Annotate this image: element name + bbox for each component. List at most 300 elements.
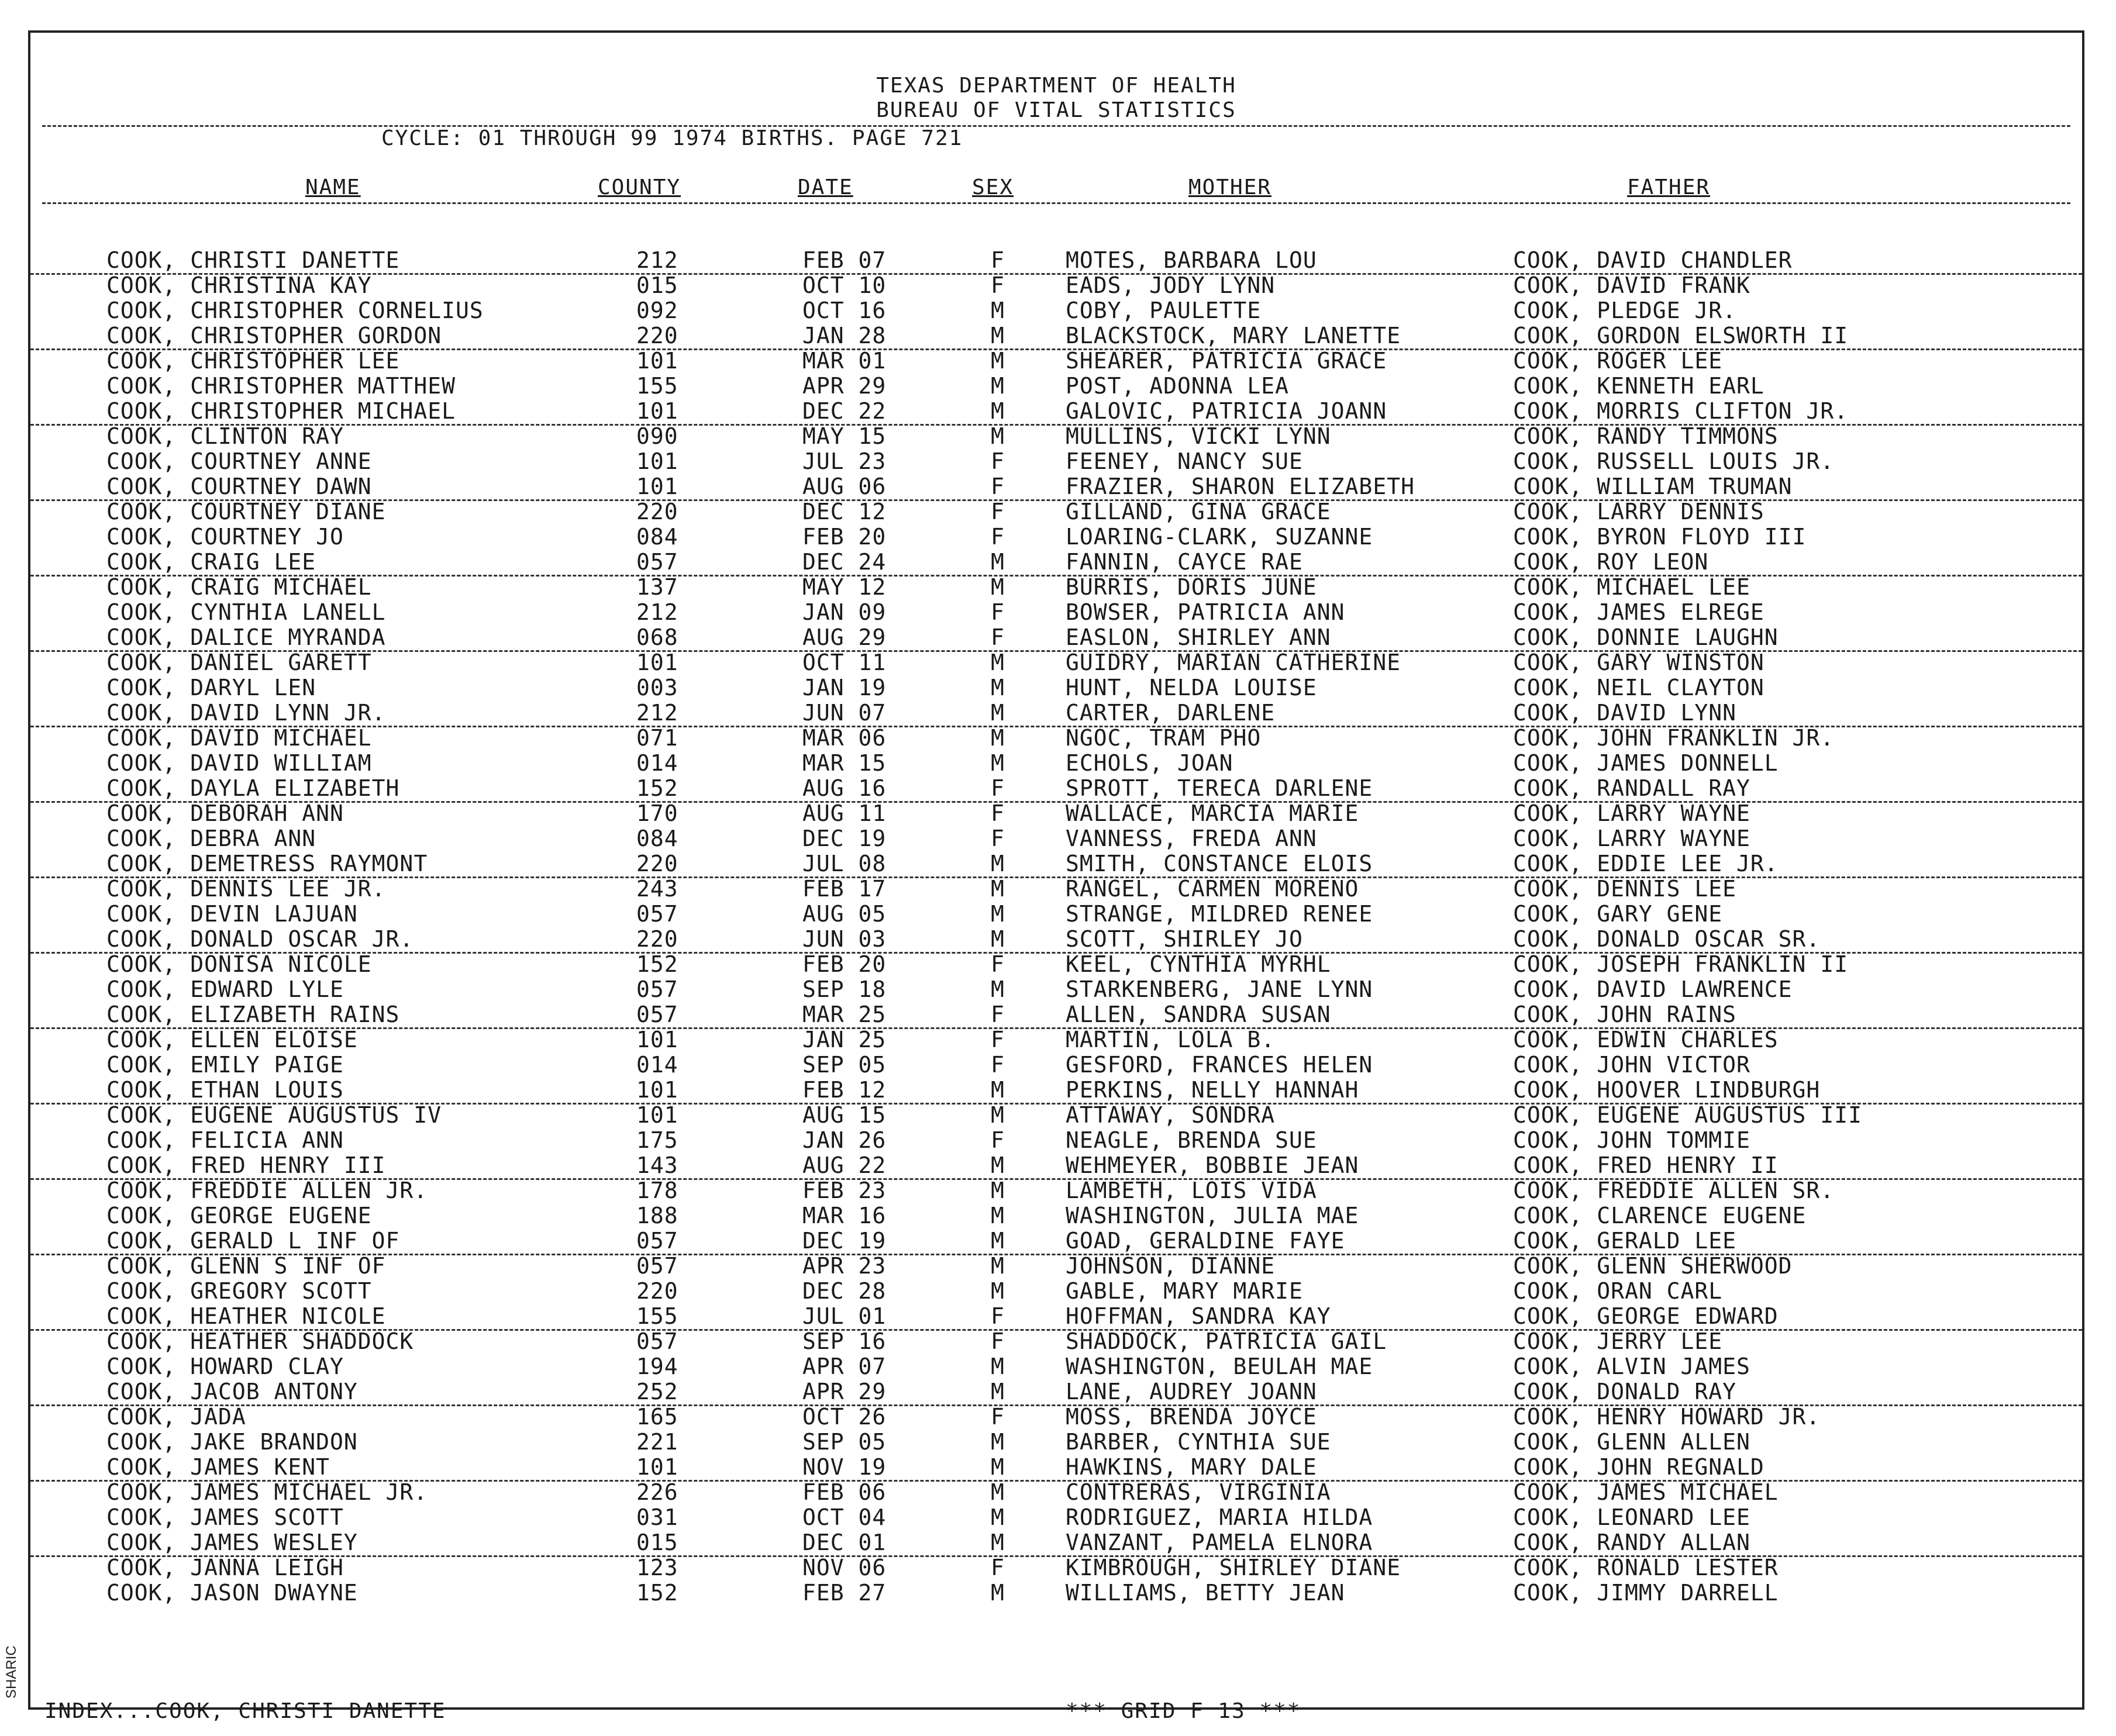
cell-sex: M bbox=[991, 1580, 1005, 1606]
cell-county: 057 bbox=[636, 901, 678, 927]
cell-date: MAY 15 bbox=[802, 423, 887, 449]
table-row bbox=[30, 801, 2082, 826]
cell-mother: SCOTT, SHIRLEY JO bbox=[1066, 926, 1303, 952]
cell-sex: M bbox=[991, 750, 1005, 776]
cell-sex: M bbox=[991, 423, 1005, 449]
table-row bbox=[30, 550, 2082, 577]
cell-date: AUG 11 bbox=[802, 800, 887, 826]
cell-father: COOK, JOHN FRANKLIN JR. bbox=[1513, 725, 1835, 751]
cell-sex: F bbox=[991, 247, 1005, 273]
cell-sex: F bbox=[991, 1052, 1005, 1078]
cell-mother: BLACKSTOCK, MARY LANETTE bbox=[1066, 323, 1401, 348]
table-row bbox=[30, 575, 2082, 600]
cell-mother: COBY, PAULETTE bbox=[1066, 298, 1262, 323]
cell-name: COOK, COURTNEY DAWN bbox=[106, 474, 372, 499]
table-row bbox=[30, 1128, 2082, 1153]
cell-father: COOK, RANDY ALLAN bbox=[1513, 1530, 1750, 1555]
table-row bbox=[30, 1480, 2082, 1505]
cell-mother: SHEARER, PATRICIA GRACE bbox=[1066, 348, 1387, 374]
table-row bbox=[30, 499, 2082, 524]
cell-date: DEC 24 bbox=[802, 549, 887, 575]
table-row bbox=[30, 1279, 2082, 1304]
cell-county: 220 bbox=[636, 323, 678, 348]
cell-sex: F bbox=[991, 1027, 1005, 1052]
col-date-header: DATE bbox=[798, 175, 853, 199]
cell-name: COOK, JACOB ANTONY bbox=[106, 1379, 358, 1404]
cell-date: DEC 01 bbox=[802, 1530, 887, 1555]
cell-mother: KEEL, CYNTHIA MYRHL bbox=[1066, 951, 1331, 977]
table-row bbox=[30, 927, 2082, 954]
cell-mother: SPROTT, TERECA DARLENE bbox=[1066, 775, 1373, 801]
cell-county: 015 bbox=[636, 272, 678, 298]
table-row bbox=[30, 1052, 2082, 1078]
cell-father: COOK, DONALD OSCAR SR. bbox=[1513, 926, 1821, 952]
cell-sex: M bbox=[991, 1454, 1005, 1480]
cell-sex: F bbox=[991, 1404, 1005, 1430]
table-row bbox=[30, 675, 2082, 700]
cell-date: FEB 07 bbox=[802, 247, 887, 273]
cell-date: SEP 18 bbox=[802, 976, 887, 1002]
cell-county: 220 bbox=[636, 1278, 678, 1304]
cell-date: MAR 16 bbox=[802, 1203, 887, 1228]
cell-county: 068 bbox=[636, 624, 678, 650]
cell-mother: WASHINGTON, JULIA MAE bbox=[1066, 1203, 1359, 1228]
cell-father: COOK, ROGER LEE bbox=[1513, 348, 1723, 374]
cell-father: COOK, LARRY WAYNE bbox=[1513, 800, 1750, 826]
cell-mother: HOFFMAN, SANDRA KAY bbox=[1066, 1303, 1331, 1329]
cell-mother: FRAZIER, SHARON ELIZABETH bbox=[1066, 474, 1415, 499]
table-row bbox=[30, 1505, 2082, 1530]
cell-county: 175 bbox=[636, 1127, 678, 1153]
cell-father: COOK, DENNIS LEE bbox=[1513, 876, 1737, 902]
cell-mother: HUNT, NELDA LOUISE bbox=[1066, 675, 1317, 700]
cell-name: COOK, CHRISTINA KAY bbox=[106, 272, 372, 298]
cell-county: 003 bbox=[636, 675, 678, 700]
cell-county: 101 bbox=[636, 448, 678, 474]
cell-county: 057 bbox=[636, 549, 678, 575]
cell-mother: CARTER, DARLENE bbox=[1066, 700, 1276, 726]
cell-county: 101 bbox=[636, 474, 678, 499]
cell-county: 155 bbox=[636, 373, 678, 399]
cell-name: COOK, JAKE BRANDON bbox=[106, 1429, 358, 1455]
cell-mother: GUIDRY, MARIAN CATHERINE bbox=[1066, 650, 1401, 675]
cell-sex: M bbox=[991, 1228, 1005, 1254]
cell-sex: F bbox=[991, 524, 1005, 550]
cell-name: COOK, COURTNEY DIANE bbox=[106, 499, 386, 524]
cell-name: COOK, ELIZABETH RAINS bbox=[106, 1002, 400, 1027]
cell-father: COOK, HENRY HOWARD JR. bbox=[1513, 1404, 1821, 1430]
table-row bbox=[30, 1530, 2082, 1557]
cell-date: OCT 04 bbox=[802, 1504, 887, 1530]
cell-name: COOK, CLINTON RAY bbox=[106, 423, 344, 449]
cell-sex: F bbox=[991, 474, 1005, 499]
cell-name: COOK, GEORGE EUGENE bbox=[106, 1203, 372, 1228]
cell-father: COOK, DONALD RAY bbox=[1513, 1379, 1737, 1404]
cell-name: COOK, EDWARD LYLE bbox=[106, 976, 344, 1002]
cell-mother: CONTRERAS, VIRGINIA bbox=[1066, 1479, 1331, 1505]
cell-name: COOK, DARYL LEN bbox=[106, 675, 316, 700]
cell-date: FEB 17 bbox=[802, 876, 887, 902]
cell-father: COOK, LEONARD LEE bbox=[1513, 1504, 1750, 1530]
cell-sex: M bbox=[991, 700, 1005, 726]
cell-sex: F bbox=[991, 599, 1005, 625]
col-father-header: FATHER bbox=[1627, 175, 1711, 199]
cell-father: COOK, JIMMY DARRELL bbox=[1513, 1580, 1779, 1606]
cell-date: MAR 01 bbox=[802, 348, 887, 374]
cell-sex: F bbox=[991, 272, 1005, 298]
table-row bbox=[30, 826, 2082, 851]
cell-sex: M bbox=[991, 976, 1005, 1002]
cell-date: JAN 19 bbox=[802, 675, 887, 700]
table-row bbox=[30, 1078, 2082, 1105]
cell-father: COOK, JOHN RAINS bbox=[1513, 1002, 1737, 1027]
cell-father: COOK, LARRY WAYNE bbox=[1513, 826, 1750, 851]
header-divider bbox=[42, 125, 2070, 127]
cell-father: COOK, GEORGE EDWARD bbox=[1513, 1303, 1779, 1329]
cell-father: COOK, DAVID FRANK bbox=[1513, 272, 1750, 298]
cell-name: COOK, CYNTHIA LANELL bbox=[106, 599, 386, 625]
cell-name: COOK, DAVID LYNN JR. bbox=[106, 700, 386, 726]
cell-mother: POST, ADONNA LEA bbox=[1066, 373, 1290, 399]
cell-date: SEP 05 bbox=[802, 1429, 887, 1455]
cell-mother: NGOC, TRAM PHO bbox=[1066, 725, 1262, 751]
cell-mother: GILLAND, GINA GRACE bbox=[1066, 499, 1331, 524]
cell-mother: FEENEY, NANCY SUE bbox=[1066, 448, 1303, 474]
cell-county: 123 bbox=[636, 1555, 678, 1580]
cell-name: COOK, JADA bbox=[106, 1404, 246, 1430]
cell-date: MAR 25 bbox=[802, 1002, 887, 1027]
cell-name: COOK, DEVIN LAJUAN bbox=[106, 901, 358, 927]
table-row bbox=[30, 851, 2082, 878]
cell-date: FEB 12 bbox=[802, 1077, 887, 1103]
side-label: SHARIC bbox=[4, 1645, 19, 1699]
cell-sex: M bbox=[991, 876, 1005, 902]
cell-name: COOK, DANIEL GARETT bbox=[106, 650, 372, 675]
cell-mother: BOWSER, PATRICIA ANN bbox=[1066, 599, 1345, 625]
table-row bbox=[30, 952, 2082, 977]
cell-mother: ALLEN, SANDRA SUSAN bbox=[1066, 1002, 1331, 1027]
cell-county: 101 bbox=[636, 348, 678, 374]
cell-date: JAN 25 bbox=[802, 1027, 887, 1052]
cell-county: 057 bbox=[636, 1253, 678, 1279]
cell-sex: M bbox=[991, 1102, 1005, 1128]
cell-mother: EASLON, SHIRLEY ANN bbox=[1066, 624, 1331, 650]
cell-date: FEB 23 bbox=[802, 1178, 887, 1203]
cell-date: JUN 07 bbox=[802, 700, 887, 726]
cell-sex: M bbox=[991, 1379, 1005, 1404]
cell-father: COOK, RANDY TIMMONS bbox=[1513, 423, 1779, 449]
cell-name: COOK, HOWARD CLAY bbox=[106, 1354, 344, 1379]
cell-sex: M bbox=[991, 1479, 1005, 1505]
cell-sex: F bbox=[991, 800, 1005, 826]
cell-mother: JOHNSON, DIANNE bbox=[1066, 1253, 1276, 1279]
cell-mother: SMITH, CONSTANCE ELOIS bbox=[1066, 851, 1373, 876]
table-row bbox=[30, 1555, 2082, 1580]
table-row bbox=[30, 1354, 2082, 1379]
cell-county: 031 bbox=[636, 1504, 678, 1530]
header-subtitle: BUREAU OF VITAL STATISTICS bbox=[876, 98, 1236, 122]
cycle-line: CYCLE: 01 THROUGH 99 1974 BIRTHS. PAGE 721 bbox=[381, 126, 963, 150]
cell-sex: M bbox=[991, 1178, 1005, 1203]
cell-name: COOK, JAMES MICHAEL JR. bbox=[106, 1479, 428, 1505]
cell-father: COOK, FRED HENRY II bbox=[1513, 1152, 1779, 1178]
cell-date: JAN 09 bbox=[802, 599, 887, 625]
table-row bbox=[30, 1178, 2082, 1203]
cell-name: COOK, JANNA LEIGH bbox=[106, 1555, 344, 1580]
cell-father: COOK, RANDALL RAY bbox=[1513, 775, 1750, 801]
cell-county: 152 bbox=[636, 951, 678, 977]
cell-county: 084 bbox=[636, 826, 678, 851]
cell-date: FEB 27 bbox=[802, 1580, 887, 1606]
cell-name: COOK, DALICE MYRANDA bbox=[106, 624, 386, 650]
cell-county: 221 bbox=[636, 1429, 678, 1455]
cell-county: 015 bbox=[636, 1530, 678, 1555]
cell-father: COOK, JAMES DONNELL bbox=[1513, 750, 1779, 776]
cell-name: COOK, DAVID WILLIAM bbox=[106, 750, 372, 776]
cell-sex: M bbox=[991, 1077, 1005, 1103]
table-row bbox=[30, 273, 2082, 298]
cell-name: COOK, FREDDIE ALLEN JR. bbox=[106, 1178, 428, 1203]
cell-sex: M bbox=[991, 1253, 1005, 1279]
cell-father: COOK, PLEDGE JR. bbox=[1513, 298, 1737, 323]
cell-county: 220 bbox=[636, 499, 678, 524]
cell-county: 092 bbox=[636, 298, 678, 323]
cell-mother: STRANGE, MILDRED RENEE bbox=[1066, 901, 1373, 927]
cell-sex: M bbox=[991, 298, 1005, 323]
cell-father: COOK, NEIL CLAYTON bbox=[1513, 675, 1765, 700]
cell-father: COOK, JAMES MICHAEL bbox=[1513, 1479, 1779, 1505]
cell-date: FEB 06 bbox=[802, 1479, 887, 1505]
cell-mother: MOTES, BARBARA LOU bbox=[1066, 247, 1317, 273]
table-row bbox=[30, 424, 2082, 449]
cell-county: 220 bbox=[636, 851, 678, 876]
cell-county: 212 bbox=[636, 247, 678, 273]
footer-index: INDEX...COOK, CHRISTI DANETTE bbox=[44, 1699, 446, 1723]
cell-father: COOK, FREDDIE ALLEN SR. bbox=[1513, 1178, 1835, 1203]
cell-sex: F bbox=[991, 1328, 1005, 1354]
cell-county: 057 bbox=[636, 1228, 678, 1254]
cell-date: JUL 23 bbox=[802, 448, 887, 474]
cell-mother: GESFORD, FRANCES HELEN bbox=[1066, 1052, 1373, 1078]
cell-father: COOK, JERRY LEE bbox=[1513, 1328, 1723, 1354]
cell-county: 101 bbox=[636, 1102, 678, 1128]
table-row bbox=[30, 776, 2082, 803]
cell-sex: M bbox=[991, 851, 1005, 876]
table-row bbox=[30, 399, 2082, 426]
cell-name: COOK, ETHAN LOUIS bbox=[106, 1077, 344, 1103]
cell-father: COOK, JOHN REGNALD bbox=[1513, 1454, 1765, 1480]
cell-name: COOK, CRAIG LEE bbox=[106, 549, 316, 575]
cell-date: JUN 03 bbox=[802, 926, 887, 952]
cell-mother: LOARING-CLARK, SUZANNE bbox=[1066, 524, 1373, 550]
cell-county: 212 bbox=[636, 599, 678, 625]
table-row bbox=[30, 726, 2082, 751]
cell-mother: WALLACE, MARCIA MARIE bbox=[1066, 800, 1359, 826]
cell-date: JAN 28 bbox=[802, 323, 887, 348]
document-frame bbox=[28, 30, 2084, 1723]
cell-date: AUG 29 bbox=[802, 624, 887, 650]
cell-name: COOK, CHRISTOPHER MATTHEW bbox=[106, 373, 456, 399]
cell-sex: M bbox=[991, 1354, 1005, 1379]
cell-date: OCT 16 bbox=[802, 298, 887, 323]
cell-name: COOK, DONISA NICOLE bbox=[106, 951, 372, 977]
cell-name: COOK, EUGENE AUGUSTUS IV bbox=[106, 1102, 442, 1128]
table-row bbox=[30, 1379, 2082, 1406]
table-row bbox=[30, 876, 2082, 902]
table-row bbox=[30, 902, 2082, 927]
cell-sex: F bbox=[991, 775, 1005, 801]
cell-date: JUL 01 bbox=[802, 1303, 887, 1329]
cell-county: 084 bbox=[636, 524, 678, 550]
cell-father: COOK, ALVIN JAMES bbox=[1513, 1354, 1750, 1379]
cell-mother: ATTAWAY, SONDRA bbox=[1066, 1102, 1276, 1128]
cell-name: COOK, JAMES SCOTT bbox=[106, 1504, 344, 1530]
cell-date: OCT 26 bbox=[802, 1404, 887, 1430]
cell-name: COOK, ELLEN ELOISE bbox=[106, 1027, 358, 1052]
cell-county: 212 bbox=[636, 700, 678, 726]
cell-sex: F bbox=[991, 499, 1005, 524]
cell-name: COOK, EMILY PAIGE bbox=[106, 1052, 344, 1078]
cell-name: COOK, JASON DWAYNE bbox=[106, 1580, 358, 1606]
cell-mother: RODRIGUEZ, MARIA HILDA bbox=[1066, 1504, 1373, 1530]
cell-sex: F bbox=[991, 1127, 1005, 1153]
cell-date: MAR 15 bbox=[802, 750, 887, 776]
footer-grid: *** GRID F 13 *** bbox=[1066, 1699, 1301, 1723]
cell-county: 143 bbox=[636, 1152, 678, 1178]
cell-county: 057 bbox=[636, 1002, 678, 1027]
cell-name: COOK, CHRISTOPHER GORDON bbox=[106, 323, 442, 348]
cell-sex: M bbox=[991, 901, 1005, 927]
cell-date: SEP 16 bbox=[802, 1328, 887, 1354]
table-row bbox=[30, 323, 2082, 350]
cell-sex: M bbox=[991, 675, 1005, 700]
cell-date: APR 29 bbox=[802, 373, 887, 399]
cell-mother: LANE, AUDREY JOANN bbox=[1066, 1379, 1317, 1404]
cell-sex: M bbox=[991, 1203, 1005, 1228]
table-row bbox=[30, 1430, 2082, 1455]
cell-county: 057 bbox=[636, 976, 678, 1002]
cell-father: COOK, LARRY DENNIS bbox=[1513, 499, 1765, 524]
cell-name: COOK, GREGORY SCOTT bbox=[106, 1278, 372, 1304]
cell-name: COOK, DEMETRESS RAYMONT bbox=[106, 851, 428, 876]
cell-name: COOK, CHRISTI DANETTE bbox=[106, 247, 400, 273]
cell-name: COOK, DENNIS LEE JR. bbox=[106, 876, 386, 902]
cell-mother: LAMBETH, LOIS VIDA bbox=[1066, 1178, 1317, 1203]
table-row bbox=[30, 1002, 2082, 1029]
table-row bbox=[30, 449, 2082, 474]
cell-mother: SHADDOCK, PATRICIA GAIL bbox=[1066, 1328, 1387, 1354]
table-row bbox=[30, 1580, 2082, 1606]
cell-sex: M bbox=[991, 1278, 1005, 1304]
cell-name: COOK, JAMES KENT bbox=[106, 1454, 330, 1480]
cell-father: COOK, GLENN ALLEN bbox=[1513, 1429, 1750, 1455]
cell-mother: GOAD, GERALDINE FAYE bbox=[1066, 1228, 1345, 1254]
cell-date: NOV 06 bbox=[802, 1555, 887, 1580]
cell-name: COOK, CHRISTOPHER MICHAEL bbox=[106, 398, 456, 424]
col-name-header: NAME bbox=[305, 175, 361, 199]
cell-father: COOK, GERALD LEE bbox=[1513, 1228, 1737, 1254]
cell-sex: M bbox=[991, 650, 1005, 675]
cell-father: COOK, DONNIE LAUGHN bbox=[1513, 624, 1779, 650]
cell-date: DEC 22 bbox=[802, 398, 887, 424]
cell-date: MAY 12 bbox=[802, 574, 887, 600]
cell-date: AUG 16 bbox=[802, 775, 887, 801]
table-row bbox=[30, 1304, 2082, 1331]
cell-county: 101 bbox=[636, 1027, 678, 1052]
table-row bbox=[30, 1153, 2082, 1180]
cell-date: OCT 10 bbox=[802, 272, 887, 298]
header-title: TEXAS DEPARTMENT OF HEALTH bbox=[876, 74, 1236, 98]
cell-mother: PERKINS, NELLY HANNAH bbox=[1066, 1077, 1359, 1103]
cell-sex: M bbox=[991, 1429, 1005, 1455]
cell-sex: F bbox=[991, 951, 1005, 977]
cell-county: 243 bbox=[636, 876, 678, 902]
cell-county: 014 bbox=[636, 1052, 678, 1078]
cell-mother: VANZANT, PAMELA ELNORA bbox=[1066, 1530, 1373, 1555]
table-row bbox=[30, 650, 2082, 675]
cell-date: DEC 12 bbox=[802, 499, 887, 524]
cell-sex: M bbox=[991, 1504, 1005, 1530]
cell-mother: WASHINGTON, BEULAH MAE bbox=[1066, 1354, 1373, 1379]
cell-county: 090 bbox=[636, 423, 678, 449]
cell-county: 165 bbox=[636, 1404, 678, 1430]
cell-county: 220 bbox=[636, 926, 678, 952]
cell-name: COOK, DAVID MICHAEL bbox=[106, 725, 372, 751]
cell-father: COOK, JOHN TOMMIE bbox=[1513, 1127, 1750, 1153]
cell-mother: GALOVIC, PATRICIA JOANN bbox=[1066, 398, 1387, 424]
cell-date: APR 07 bbox=[802, 1354, 887, 1379]
cell-county: 170 bbox=[636, 800, 678, 826]
cell-sex: F bbox=[991, 826, 1005, 851]
cell-mother: MULLINS, VICKI LYNN bbox=[1066, 423, 1331, 449]
cell-father: COOK, RONALD LESTER bbox=[1513, 1555, 1779, 1580]
cell-mother: WEHMEYER, BOBBIE JEAN bbox=[1066, 1152, 1359, 1178]
cell-sex: M bbox=[991, 574, 1005, 600]
cell-mother: MOSS, BRENDA JOYCE bbox=[1066, 1404, 1317, 1430]
table-row bbox=[30, 600, 2082, 625]
cell-date: DEC 19 bbox=[802, 826, 887, 851]
cell-mother: HAWKINS, MARY DALE bbox=[1066, 1454, 1317, 1480]
cell-father: COOK, GLENN SHERWOOD bbox=[1513, 1253, 1793, 1279]
table-row bbox=[30, 1254, 2082, 1279]
cell-mother: GABLE, MARY MARIE bbox=[1066, 1278, 1303, 1304]
cell-date: SEP 05 bbox=[802, 1052, 887, 1078]
table-row bbox=[30, 625, 2082, 652]
cell-name: COOK, COURTNEY ANNE bbox=[106, 448, 372, 474]
cell-sex: M bbox=[991, 348, 1005, 374]
cell-sex: F bbox=[991, 1555, 1005, 1580]
cell-father: COOK, JOHN VICTOR bbox=[1513, 1052, 1750, 1078]
cell-name: COOK, DONALD OSCAR JR. bbox=[106, 926, 414, 952]
cell-father: COOK, WILLIAM TRUMAN bbox=[1513, 474, 1793, 499]
cell-date: JUL 08 bbox=[802, 851, 887, 876]
cell-county: 252 bbox=[636, 1379, 678, 1404]
table-row bbox=[30, 751, 2082, 776]
table-row bbox=[30, 1027, 2082, 1052]
cell-mother: STARKENBERG, JANE LYNN bbox=[1066, 976, 1373, 1002]
table-row bbox=[30, 374, 2082, 399]
cell-date: DEC 19 bbox=[802, 1228, 887, 1254]
cell-father: COOK, KENNETH EARL bbox=[1513, 373, 1765, 399]
cell-name: COOK, COURTNEY JO bbox=[106, 524, 344, 550]
cell-date: AUG 05 bbox=[802, 901, 887, 927]
table-row bbox=[30, 298, 2082, 323]
table-row bbox=[30, 1103, 2082, 1128]
cell-county: 178 bbox=[636, 1178, 678, 1203]
cell-date: MAR 06 bbox=[802, 725, 887, 751]
col-county-header: COUNTY bbox=[598, 175, 681, 199]
cell-sex: M bbox=[991, 926, 1005, 952]
